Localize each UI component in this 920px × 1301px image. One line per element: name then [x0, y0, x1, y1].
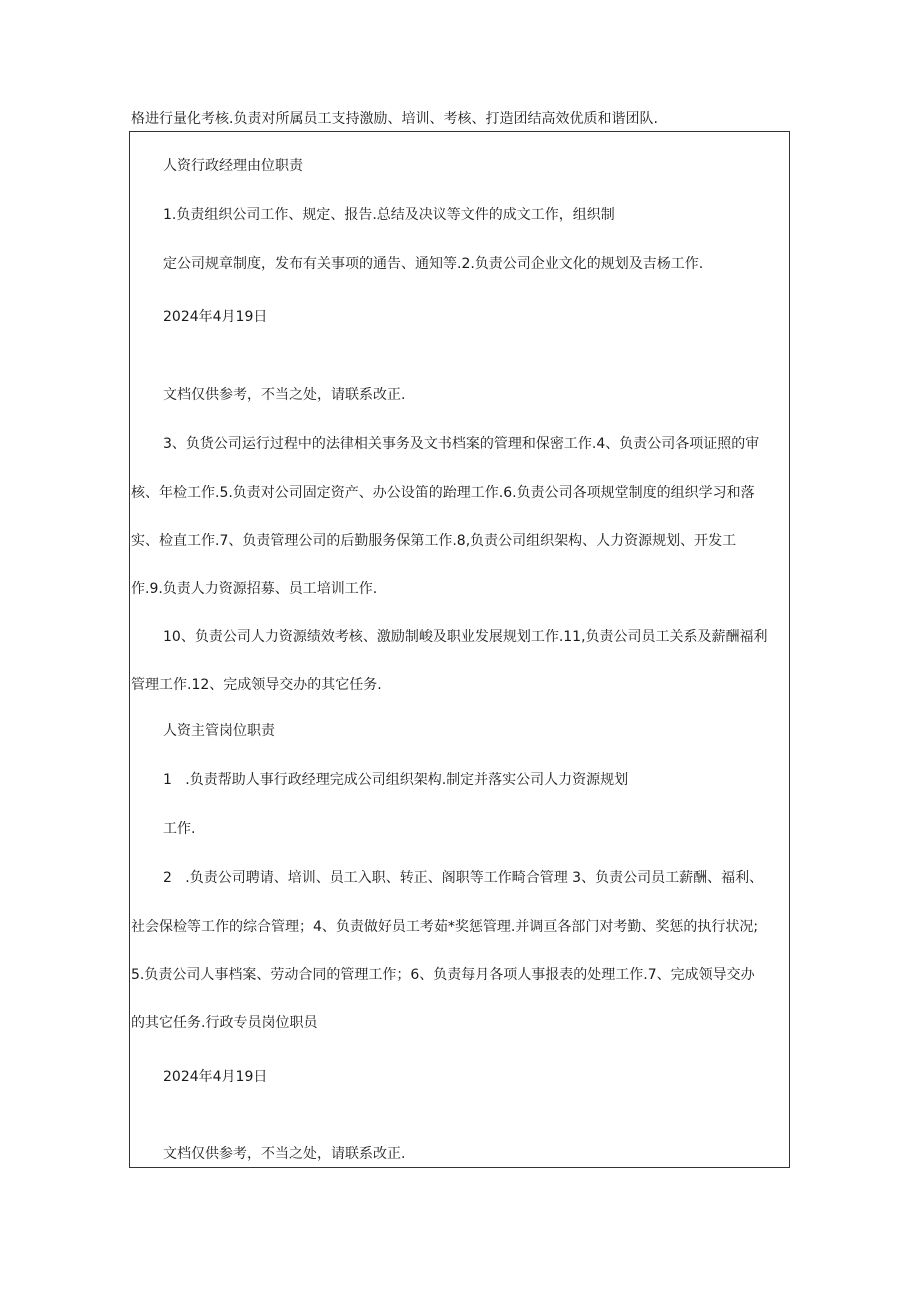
- top-text-line: 格进行量化考核.负责对所属员工支持激励、培训、考核、打造团结高效优质和谐团队.: [131, 111, 658, 127]
- paragraph-line: 实、检直工作.7、负责管理公司的后勤服务保第工作.8,负责公司组织架构、人力资源规划、开发工: [131, 533, 737, 549]
- document-date: 2024年4月19日: [163, 1069, 268, 1085]
- paragraph-line: 定公司规章制度，发布有关事项的通告、通知等.2.负责公司企业文化的规划及吉杨工作.: [163, 256, 704, 272]
- paragraph-line: 管理工作.12、完成领导交办的其它任务.: [131, 677, 382, 693]
- paragraph-line: 3、负货公司运行过程中的法律相关事务及文书档案的管理和保密工作.4、负责公司各项证照的审: [163, 436, 760, 452]
- paragraph-line: 10、负责公司人力资源绩效考核、激励制峻及职业发展规划工作.11,负责公司员工关系及薪酬福利: [163, 629, 768, 645]
- paragraph-line: 的其它任务.行政专员岗位职员: [131, 1015, 318, 1031]
- paragraph-line: 5.负责公司人事档案、劳动合同的管理工作；6、负责每月各项人事报表的处理工作.7、完成领导交办: [131, 967, 755, 983]
- disclaimer-text: 文档仅供参考，不当之处，请联系改正.: [163, 387, 406, 403]
- paragraph-line: 社会保检等工作的综合管理；4、负责做好员工考茹*奖惩管理.并调亘各部门对考勤、奖惩的执行状况;: [131, 919, 759, 935]
- section-heading-hr-admin-manager: 人资行政经理由位职责: [163, 158, 303, 174]
- document-frame-border: [129, 131, 790, 1168]
- section-heading-hr-supervisor: 人资主管岗位职责: [163, 723, 275, 739]
- paragraph-line: 工作.: [163, 821, 196, 837]
- disclaimer-text: 文档仅供参考，不当之处，请联系改正.: [163, 1146, 406, 1162]
- paragraph-line: 1 .负责帮助人事行政经理完成公司组织架构.制定并落实公司人力资源规划: [163, 772, 629, 788]
- paragraph-line: 核、年检工作.5.负责对公司固定资产、办公设笛的跆理工作.6.负责公司各项规堂制度的组织学习和落: [131, 485, 755, 501]
- paragraph-line: 2 .负责公司聘请、培训、员工入职、转正、阁职等工作畸合管理 3、负责公司员工薪酬、福利、: [163, 870, 764, 886]
- paragraph-line: 作.9.负责人力资源招募、员工培训工作.: [131, 581, 378, 597]
- document-date: 2024年4月19日: [163, 309, 268, 325]
- paragraph-line: 1.负责组织公司工作、规定、报告.总结及决议等文件的成文工作，组织制: [163, 207, 615, 223]
